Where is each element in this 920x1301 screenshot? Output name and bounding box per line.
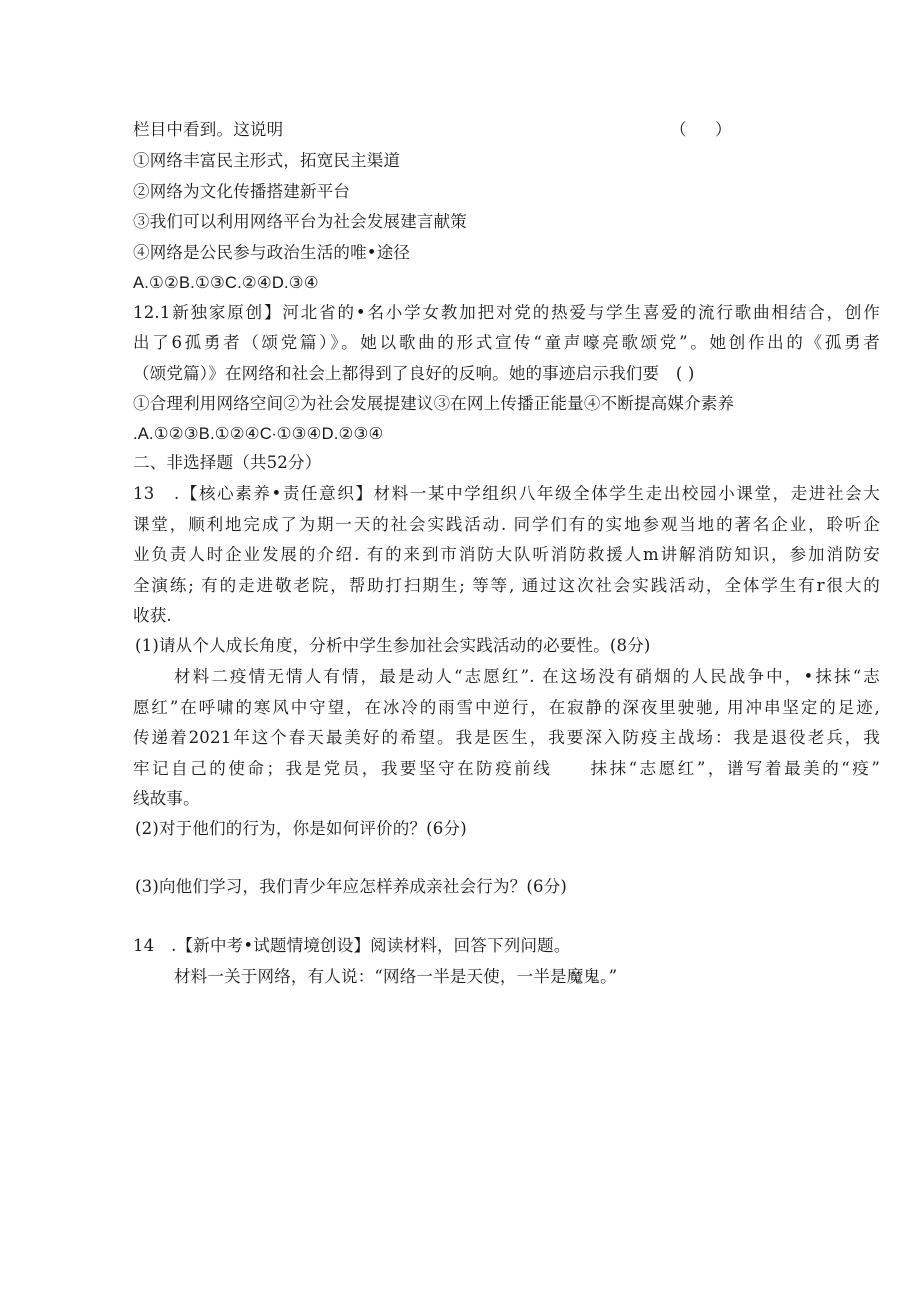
question-13-sub-2: (2)对于他们的行为，你是如何评价的？(6分): [135, 819, 467, 838]
option-statement-4: ④网络是公民参与政治生活的唯•途径: [133, 243, 411, 262]
question-14-stem: 14 .【新中考•试题情境创设】阅读材料，回答下列问题。: [133, 936, 571, 955]
question-13-material-2-line-3: 传递着2021年这个春天最美好的希望。我是医生，我要深入防疫主战场：我是退役老兵，我: [133, 728, 880, 747]
option-statement-3: ③我们可以利用网络平台为社会发展建言献策: [133, 212, 467, 231]
question-13-material-1-line-3: 业负责人时企业发展的介绍. 有的来到市消防大队听消防救援人m讲解消防知识，参加消防安: [133, 545, 880, 564]
question-13-material-2-line-4: 牢记自己的使命；我是党员，我要坚守在防疫前线 抹抹“志愿红”，谱写着最美的“疫”: [133, 759, 880, 778]
question-13-sub-3: (3)向他们学习，我们青少年应怎样养成亲社会行为？(6分): [135, 877, 568, 896]
question-13-material-1-line-1: 13 .【核心素养•责任意织】材料一某中学组织八年级全体学生走出校园小课堂，走进社会大: [133, 484, 880, 503]
question-14-material-1: 材料一关于网络，有人说：“网络一半是天使，一半是魔鬼。”: [174, 967, 618, 986]
question-13-material-1-line-4: 全演练; 有的走进敬老院，帮助打扫期生; 等等, 通过这次社会实践活动，全体学生有r很大的: [133, 576, 880, 595]
question-13-sub-1: (1)请从个人成长角度，分析中学生参加社会实践活动的必要性。(8分): [135, 636, 651, 655]
question-12-line-2: 出了6孤勇者（颂党篇）》。她以歌曲的形式宣传“童声嚎亮歌颂党”。她创作出的《孤勇者: [133, 333, 880, 352]
question-12-choices: .A.①②③B.①②④C∙①③④D.②③④: [133, 425, 384, 443]
option-statement-2: ②网络为文化传播搭建新平台: [133, 182, 351, 201]
question-11-stem-end: [133, 120, 893, 140]
option-statement-1: ①网络丰富民主形式，拓宽民主渠道: [133, 151, 401, 170]
question-13-material-1-line-2: 课堂，顺利地完成了为期一天的社会实践活动. 同学们有的实地参观当地的著名企业，聆听企: [133, 515, 880, 534]
question-13-material-2-line-2: 愿红”在呼啸的寒风中守望，在冰冷的雨雪中逆行，在寂静的深夜里驶驰, 用冲串坚定的足迹,: [133, 698, 880, 717]
section-heading: 二、非选择题（共52分）: [133, 453, 322, 472]
question-11-choices: A.①②B.①③C.②④D.③④: [133, 274, 319, 292]
question-12-line-1: 12.1新独家原创】河北省的•名小学女教加把对党的热爱与学生喜爱的流行歌曲相结合，创作: [133, 303, 880, 322]
answer-bracket: （ ）: [670, 120, 738, 139]
question-12-statements: ①合理利用网络空间②为社会发展提建议③在网上传播正能量④不断提高媒介素养: [133, 394, 735, 413]
question-13-material-2-line-1: 材料二疫情无情人有情，最是动人“志愿红”. 在这场没有硝烟的人民战争中，•抹抹“志: [174, 667, 880, 686]
question-12-line-3: （颂党篇）》在网络和社会上都得到了良好的反响。她的事迹启示我们要 ( ): [133, 364, 695, 383]
question-11-stem-text: 栏目中看到。这说明: [133, 120, 284, 139]
question-13-material-2-line-5: 线故事。: [133, 789, 200, 808]
question-13-material-1-line-5: 收获.: [133, 606, 172, 625]
